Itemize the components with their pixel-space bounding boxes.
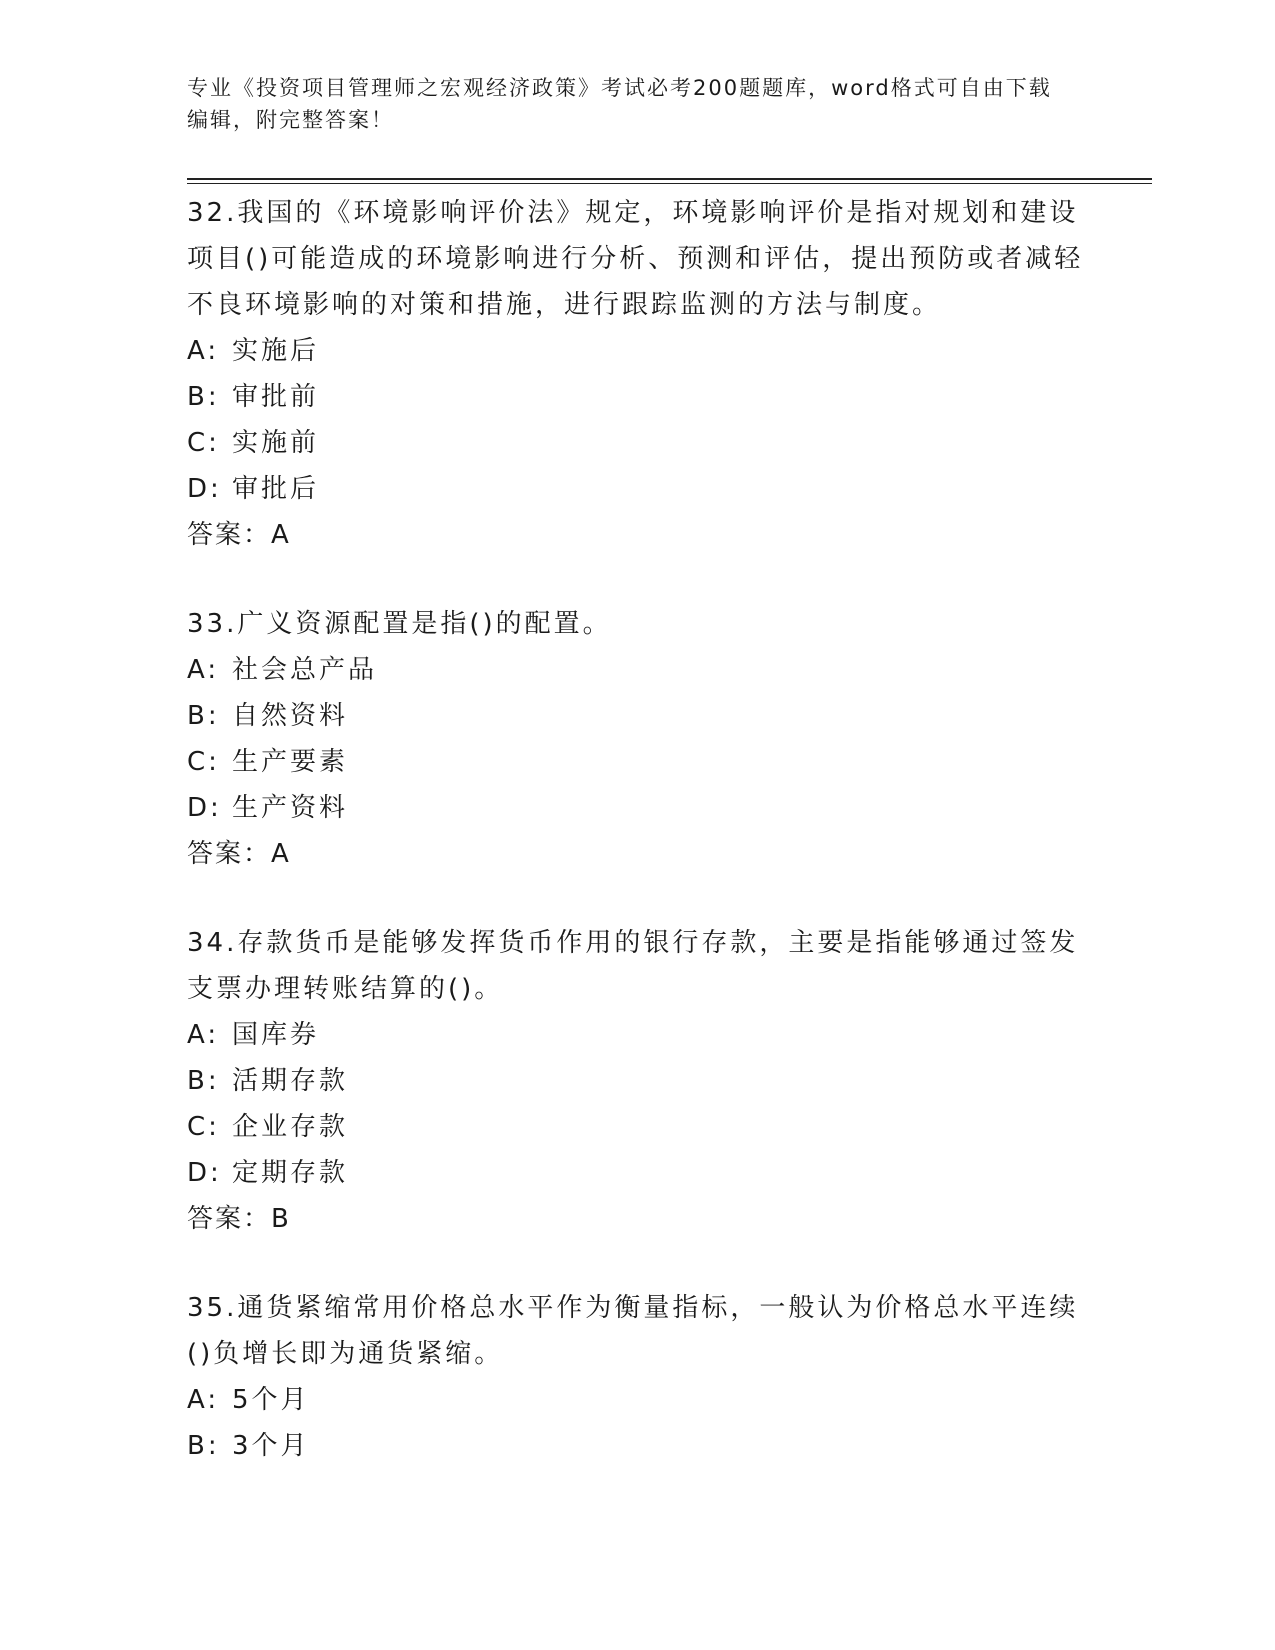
option-c (187, 739, 1087, 785)
option-key: D: (187, 1158, 222, 1188)
option-a (187, 647, 1087, 693)
document-header: 专业《投资项目管理师之宏观经济政策》考试必考200题题库，word格式可自由下载编辑，附完整答案！ (187, 76, 1052, 132)
answer-line: 答案：A (187, 839, 291, 869)
option-text: 实施前 (232, 428, 320, 458)
option-d (187, 785, 1087, 831)
option-b (187, 693, 1087, 739)
header-divider-thin (187, 183, 1152, 184)
option-text: 自然资料 (232, 701, 349, 731)
option-c (187, 420, 1087, 466)
answer-line: 答案：B (187, 1204, 291, 1234)
option-text: 企业存款 (232, 1112, 349, 1142)
question-stem: 33.广义资源配置是指()的配置。 (187, 609, 612, 639)
option-key: D: (187, 793, 222, 823)
option-key: A: (187, 1020, 220, 1050)
option-text: 国库券 (232, 1020, 320, 1050)
question-32 (187, 190, 1087, 558)
option-key: D: (187, 474, 222, 504)
option-key: C: (187, 428, 220, 458)
option-text: 审批前 (232, 382, 320, 412)
option-text: 社会总产品 (232, 655, 378, 685)
option-key: A: (187, 655, 220, 685)
option-b (187, 374, 1087, 420)
option-a (187, 328, 1087, 374)
option-text: 生产资料 (232, 793, 349, 823)
option-key: C: (187, 1112, 220, 1142)
question-stem: 34.存款货币是能够发挥货币作用的银行存款，主要是指能够通过签发支票办理转账结算的()。 (187, 928, 1079, 1004)
header-divider-thick (187, 178, 1152, 180)
question-stem: 32.我国的《环境影响评价法》规定，环境影响评价是指对规划和建设项目()可能造成的环境影响进行分析、预测和评估，提出预防或者减轻不良环境影响的对策和措施，进行跟踪监测的方法与制度。 (187, 198, 1084, 320)
option-text: 5个月 (232, 1385, 310, 1415)
question-34 (187, 920, 1087, 1242)
option-key: B: (187, 382, 220, 412)
option-b (187, 1423, 1087, 1469)
option-d (187, 466, 1087, 512)
option-d (187, 1150, 1087, 1196)
question-stem: 35.通货紧缩常用价格总水平作为衡量指标，一般认为价格总水平连续()负增长即为通货紧缩。 (187, 1293, 1079, 1369)
option-text: 活期存款 (232, 1066, 349, 1096)
option-key: C: (187, 747, 220, 777)
option-text: 实施后 (232, 336, 320, 366)
option-b (187, 1058, 1087, 1104)
option-text: 定期存款 (232, 1158, 349, 1188)
option-a (187, 1012, 1087, 1058)
question-33 (187, 601, 1087, 877)
option-text: 3个月 (232, 1431, 310, 1461)
option-key: A: (187, 336, 220, 366)
option-a (187, 1377, 1087, 1423)
question-list (187, 190, 1087, 1512)
option-key: A: (187, 1385, 220, 1415)
option-key: B: (187, 701, 220, 731)
answer-line: 答案：A (187, 520, 291, 550)
option-text: 审批后 (232, 474, 320, 504)
option-c (187, 1104, 1087, 1150)
option-key: B: (187, 1431, 220, 1461)
question-35 (187, 1285, 1087, 1469)
option-key: B: (187, 1066, 220, 1096)
option-text: 生产要素 (232, 747, 349, 777)
